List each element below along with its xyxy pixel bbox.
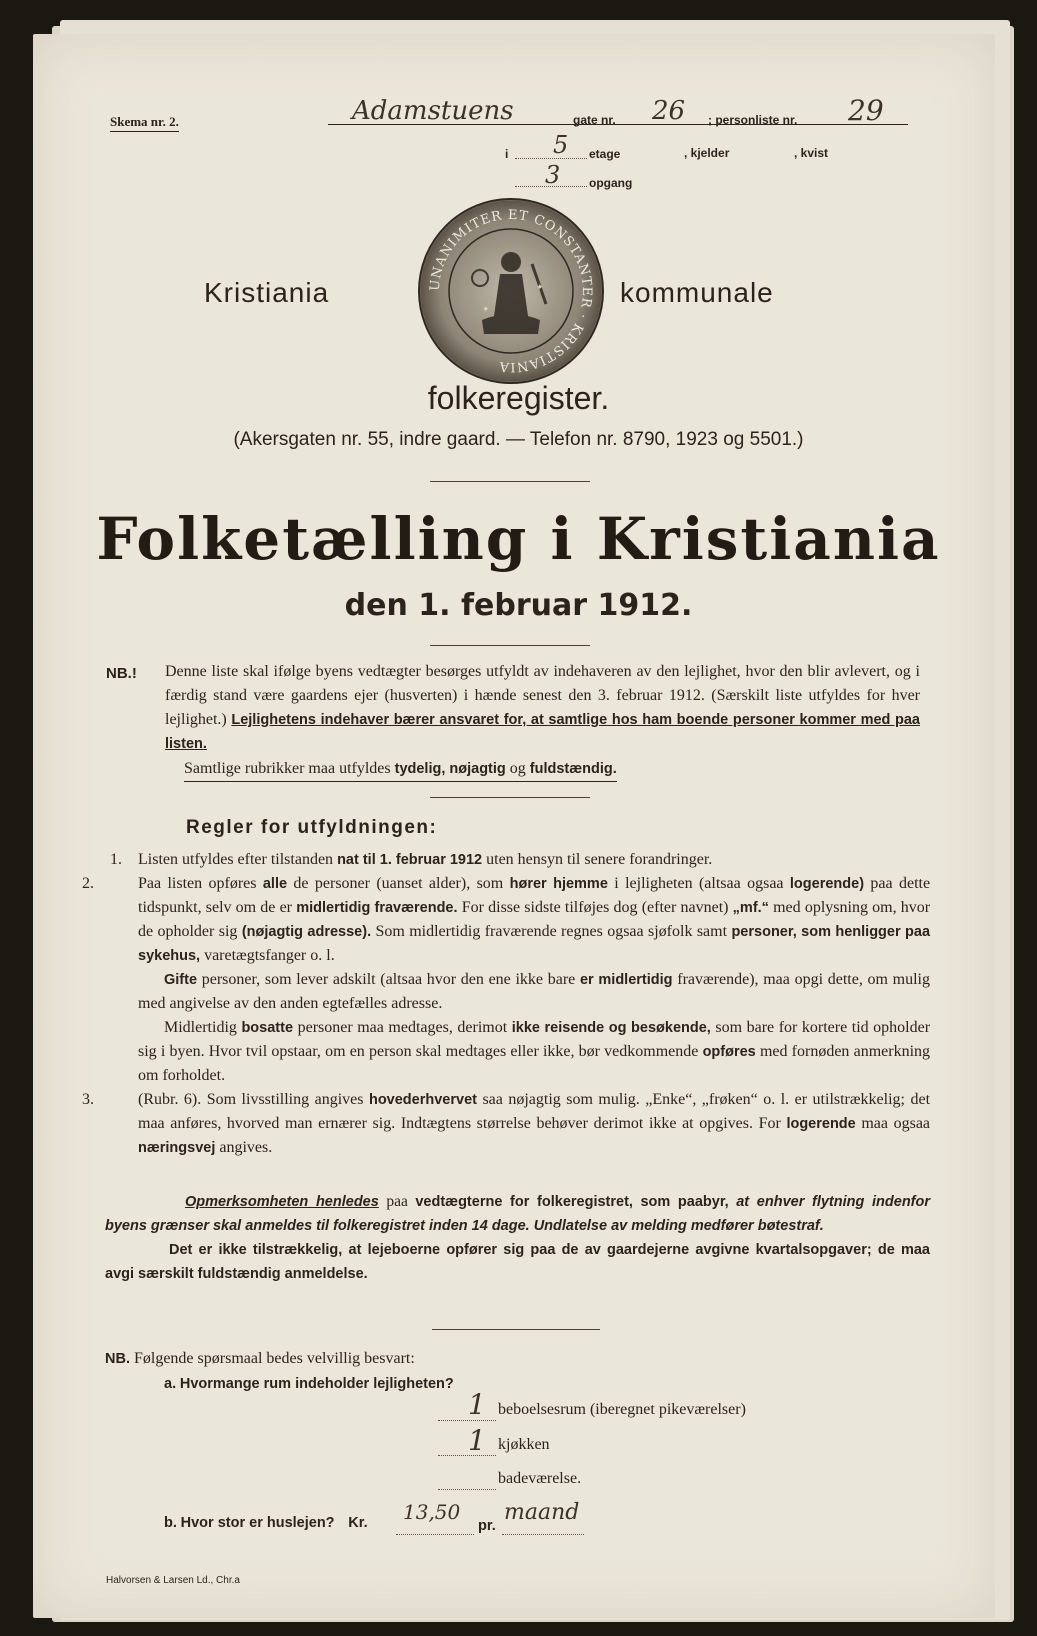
rule-bold: (nøjagtig adresse).: [241, 924, 372, 940]
personliste-number-handwritten: 29: [848, 94, 884, 127]
opgang-handwritten: 3: [545, 161, 561, 189]
notice-emphasis: Opmerksomheten henledes: [185, 1194, 379, 1210]
notice-bold: vedtægterne for folkeregistret,: [415, 1194, 633, 1210]
nb-instruction-and: og: [509, 760, 526, 777]
rule-text: paa dette tidspunkt, selv om de er: [138, 875, 931, 916]
page-title: Folketælling i Kristiania: [96, 505, 941, 573]
seal-ring-text: UNANIMITER ET CONSTANTER · KRISTIANIA: [427, 207, 595, 375]
skema-number: Skema nr. 2.: [110, 114, 179, 132]
rules-list: [82, 848, 931, 1160]
rule-2-married: [110, 968, 930, 1016]
notice-italic: at enhver flytning indenfor byens grænser skal anmeldes til folkeregistret inden 14 dage. Undlatelse av melding medfører bøtestraf.: [105, 1194, 931, 1234]
rule-text: angives.: [219, 1139, 273, 1156]
rule-text: fraværende), maa opgi dette, om mulig med angivelse av den anden egtefælles adresse.: [138, 971, 930, 1012]
rule-number: 3.: [82, 1091, 94, 1108]
rule-text: Paa listen opføres: [138, 875, 257, 892]
gate-label: gate nr.: [573, 113, 616, 127]
nb-label: NB.: [105, 1351, 130, 1367]
rent-handwritten: 13,50: [403, 1500, 461, 1524]
rule-bold: „mf.“: [732, 900, 769, 916]
rule-text: personer, som lever adskilt (altsaa hvor den ene ikke bare: [201, 971, 576, 988]
rule-bold: opføres: [702, 1044, 756, 1060]
rule-bold: bosatte: [241, 1020, 294, 1036]
rule-2-temporary: [110, 1016, 930, 1088]
divider: [430, 797, 590, 798]
rules-heading: Regler for utfyldningen:: [186, 817, 438, 838]
rule-text: de personer (uanset alder), som: [293, 875, 504, 892]
rule-bold: nat til 1. februar 1912: [337, 852, 483, 868]
etage-label: etage: [589, 147, 621, 161]
office-right-word: kommunale: [620, 277, 774, 308]
nb-label: NB.!: [106, 665, 137, 682]
rule-text: Listen utfyldes efter tilstanden: [138, 851, 334, 868]
seal-emblem-icon: [420, 200, 602, 382]
page-subtitle: den 1. februar 1912.: [344, 588, 693, 623]
kitchen-handwritten: 1: [468, 1424, 486, 1457]
rooms-handwritten: 1: [468, 1388, 486, 1421]
office-name: folkeregister.: [427, 380, 610, 416]
svg-text:✦: ✦: [482, 304, 490, 314]
rule-text: Midlertidig: [164, 1019, 237, 1036]
rule-bold: midlertidig fraværende.: [296, 900, 458, 916]
rule-text: For disse sidste tilføjes dog (efter navnet): [461, 899, 729, 916]
svg-text:✦: ✦: [536, 282, 544, 292]
questions-intro: [105, 1350, 415, 1368]
rule-bold: næringsvej: [138, 1140, 216, 1156]
per-label: pr.: [478, 1518, 496, 1534]
etage-handwritten: 5: [553, 131, 569, 159]
nb-paragraph: [165, 660, 920, 756]
nb-text: Denne liste skal ifølge byens vedtægter besørges utfyldt av indehaveren av den lejlighet, hvor den blir avlevert, og i færdig stand være gaardens ejer (husverten) i hænde senest den 3. februar 1912. (Særskilt liste utfyldes for hver lejlighet.): [165, 663, 920, 728]
bath-label: badeværelse.: [498, 1470, 582, 1487]
rule-bold: Gifte: [164, 972, 198, 988]
question-text: Hvormange rum indeholder lejligheten?: [179, 1376, 454, 1392]
period-handwritten: maand: [504, 1500, 580, 1525]
rule-text: varetægtsfanger o. l.: [204, 947, 335, 964]
nb-responsibility: Lejlighetens indehaver bærer ansvaret for, at samtlige hos ham boende personer kommer med paa listen.: [165, 712, 920, 752]
question-text: Hvor stor er huslejen?: [180, 1515, 335, 1531]
rule-bold: hovederhvervet: [368, 1092, 477, 1108]
etage-line: [515, 158, 587, 159]
question-b: [164, 1515, 368, 1532]
divider: [430, 645, 590, 646]
rule-number: 2.: [82, 875, 94, 892]
office-left-word: Kristiania: [204, 277, 330, 308]
rule-text: i lejligheten (altsaa ogsaa: [614, 875, 784, 892]
nb-instruction-text: Samtlige rubrikker maa utfyldes: [184, 760, 391, 777]
rule-bold: logerende: [786, 1116, 856, 1132]
rule-bold: hører hjemme: [509, 876, 608, 892]
notice-bold: som paabyr,: [640, 1194, 729, 1210]
currency-label: Kr.: [348, 1515, 368, 1531]
rule-number: 1.: [110, 851, 122, 868]
divider: [432, 1329, 600, 1330]
rule-text: personer maa medtages, derimot: [297, 1019, 508, 1036]
rule-text: maa ogsaa: [861, 1115, 931, 1132]
registration-notice: [105, 1190, 930, 1286]
opgang-label: opgang: [589, 176, 633, 190]
rule-2: [82, 872, 931, 968]
notice-bold: Det er ikke tilstrækkelig, at lejeboerne opfører sig paa de av gaardejerne avgivne kvartalsopgaver; de maa avgi særskilt fuldstændig anmeldelse.: [105, 1242, 930, 1282]
kristiania-city-seal: [418, 198, 604, 384]
bath-line: [438, 1489, 496, 1490]
rule-text: som bare for kortere tid opholder sig i byen. Hvor tvil opstaar, om en person skal medtages eller ikke, bør vedkommende: [138, 1019, 931, 1060]
rule-bold: alle: [262, 876, 288, 892]
rule-text: med oplysning om, hvor de opholder sig: [138, 899, 931, 940]
gate-number-handwritten: 26: [652, 96, 686, 126]
divider: [430, 481, 590, 482]
rule-bold: personer, som henligger paa sykehus,: [138, 924, 931, 964]
rule-bold: er midlertidig: [579, 972, 673, 988]
rooms-line: [438, 1420, 496, 1421]
rule-bold: ikke reisende og besøkende,: [511, 1020, 711, 1036]
kitchen-line: [438, 1455, 496, 1456]
rule-1: [110, 848, 930, 872]
rent-line: [396, 1534, 474, 1535]
nb-instruction-bold: tydelig, nøjagtig: [394, 761, 506, 777]
street-name-handwritten: Adamstuens: [352, 96, 514, 126]
question-letter: a.: [164, 1376, 177, 1392]
rooms-label: beboelsesrum (iberegnet pikeværelser): [498, 1401, 746, 1418]
questions-intro-text: Følgende spørsmaal bedes velvillig besvart:: [133, 1350, 415, 1367]
rule-text: med fornøden anmerkning om forholdet.: [138, 1043, 931, 1084]
rule-text: uten hensyn til senere forandringer.: [486, 851, 713, 868]
kjelder-label: , kjelder: [684, 146, 730, 160]
notice-text: paa: [386, 1193, 408, 1210]
kvist-label: , kvist: [794, 146, 829, 160]
nb-instruction-complete: fuldstændig.: [529, 761, 617, 777]
rule-3: [82, 1088, 931, 1160]
rule-bold: logerende): [789, 876, 865, 892]
nb-instruction: [184, 757, 617, 782]
kitchen-label: kjøkken: [498, 1436, 550, 1453]
question-letter: b.: [164, 1515, 177, 1531]
rule-text: (Rubr. 6). Som livsstilling angives: [138, 1091, 364, 1108]
rule-text: Som midlertidig fraværende regnes ogsaa sjøfolk samt: [375, 923, 728, 940]
office-address: (Akersgaten nr. 55, indre gaard. — Telefon nr. 8790, 1923 og 5501.): [233, 429, 804, 450]
i-label: i: [505, 147, 509, 161]
personliste-label: ; personliste nr.: [708, 113, 798, 127]
rule-text: saa nøjagtig som mulig. „Enke“, „frøken“ o. l. er utilstrækkelig; det maa anføres, hvorved man ernærer sig. Indtægtens størrelse behøver derimot ikke at opgives. For: [138, 1091, 931, 1132]
period-line: [502, 1534, 584, 1535]
question-a: [164, 1376, 454, 1393]
printer-imprint: Halvorsen & Larsen Ld., Chr.a: [106, 1575, 240, 1586]
